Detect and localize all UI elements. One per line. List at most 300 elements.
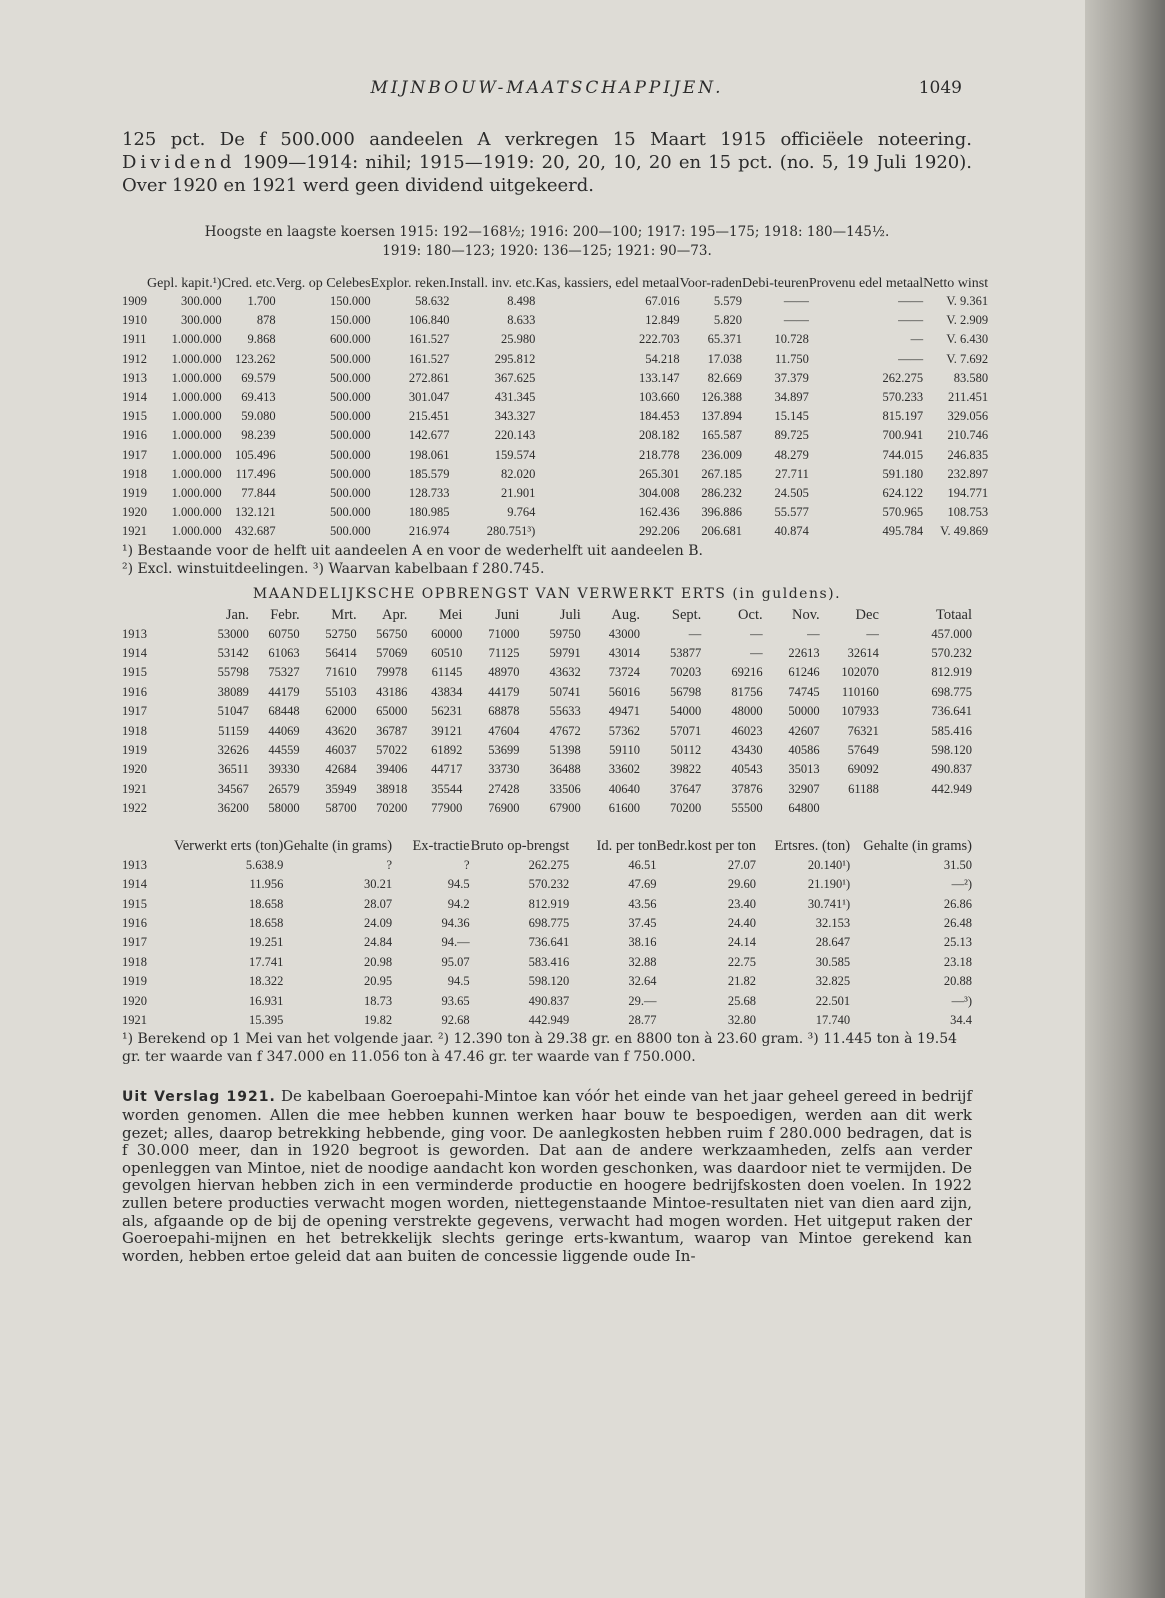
balance-value-cell: V. 7.692 — [946, 351, 989, 366]
balance-header-cell: Verg. op Celebes — [275, 276, 371, 291]
ore-value-cell: 20.140¹) — [807, 857, 851, 872]
ore-year-cell: 1916 — [122, 915, 147, 930]
balance-header-cell — [122, 275, 147, 292]
ore-value-cell: 30.21 — [363, 877, 393, 892]
balance-value-cell: 185.579 — [408, 466, 450, 481]
balance-value-cell: 815.197 — [882, 409, 924, 424]
ore-value-cell: 28.77 — [628, 1012, 657, 1027]
ore-value-cell: 47.69 — [628, 877, 657, 892]
balance-row — [122, 446, 988, 465]
ore-value-cell: 46.51 — [628, 857, 657, 872]
balance-year-cell: 1913 — [122, 370, 147, 385]
monthly-value-cell: 74745 — [788, 684, 820, 699]
monthly-year-cell: 1918 — [122, 723, 147, 738]
balance-value-cell: V. 49.869 — [940, 524, 989, 539]
monthly-value-cell: 32626 — [217, 743, 249, 758]
monthly-value-cell: 38918 — [376, 781, 408, 796]
ore-year-cell: 1921 — [122, 1012, 147, 1027]
monthly-value-cell: — — [807, 626, 820, 641]
monthly-row — [122, 683, 972, 702]
balance-row — [122, 388, 988, 407]
balance-value-cell: 123.262 — [234, 351, 276, 366]
balance-value-cell: 142.677 — [408, 428, 450, 443]
monthly-value-cell: 57362 — [608, 723, 640, 738]
ore-value-cell: 94.36 — [441, 915, 470, 930]
monthly-value-cell: 27428 — [488, 781, 520, 796]
monthly-value-cell: 36488 — [549, 762, 581, 777]
monthly-value-cell: 585.416 — [931, 723, 972, 738]
monthly-value-cell: 43632 — [549, 665, 581, 680]
monthly-value-cell: 35949 — [325, 781, 357, 796]
report-heading: Uit Verslag 1921. — [122, 1089, 276, 1106]
monthly-table-caption: MAANDELIJKSCHE OPBRENGST VAN VERWERKT ERTS (in guldens). — [252, 585, 842, 602]
balance-footnote-1: ¹) Bestaande voor de helft uit aandeelen A en voor de wederhelft uit aandeelen B. — [122, 542, 703, 559]
monthly-value-cell: 56016 — [608, 684, 640, 699]
balance-header-cell: Gepl. kapit.¹) — [147, 276, 222, 291]
monthly-header-cell: Oct. — [738, 606, 763, 623]
balance-value-cell: 162.436 — [638, 505, 680, 520]
ore-value-cell: 19.82 — [363, 1012, 393, 1027]
balance-value-cell: 236.009 — [701, 447, 743, 462]
balance-value-cell: 591.180 — [882, 466, 924, 481]
ore-value-cell: 17.740 — [815, 1012, 851, 1027]
ore-header-cell: Bedr.kost per ton — [656, 837, 757, 854]
balance-value-cell: 570.965 — [882, 505, 924, 520]
monthly-value-cell: 67900 — [549, 801, 581, 816]
monthly-value-cell: 44559 — [268, 743, 300, 758]
monthly-value-cell: 26579 — [268, 781, 300, 796]
monthly-value-cell: 47672 — [549, 723, 581, 738]
balance-value-cell: 211.451 — [947, 390, 989, 405]
ore-value-cell: 43.56 — [628, 896, 657, 911]
balance-row — [122, 522, 988, 541]
ore-header-cell: Id. per ton — [596, 837, 657, 854]
ore-header-cell: Gehalte (in grams) — [283, 837, 393, 854]
balance-year-cell: 1912 — [122, 351, 147, 366]
monthly-value-cell: 59791 — [549, 646, 581, 661]
balance-header-cell: Voor-raden — [679, 276, 743, 291]
balance-value-cell: 133.147 — [638, 370, 680, 385]
balance-row — [122, 311, 988, 330]
balance-value-cell: 25.980 — [500, 332, 536, 347]
monthly-year-cell: 1920 — [122, 762, 147, 777]
balance-year-cell: 1915 — [122, 409, 147, 424]
balance-value-cell: 5.820 — [713, 313, 743, 328]
balance-value-cell: —— — [783, 294, 809, 308]
balance-value-cell: 495.784 — [882, 524, 924, 539]
balance-value-cell: 21.901 — [500, 486, 536, 501]
balance-value-cell: 1.000.000 — [171, 332, 222, 347]
ore-value-cell: 94.5 — [447, 877, 470, 892]
balance-value-cell: 77.844 — [241, 486, 276, 501]
ore-row — [122, 1011, 972, 1030]
ore-value-cell: 18.322 — [249, 974, 284, 989]
balance-value-cell: 500.000 — [329, 447, 371, 462]
monthly-header-cell: Mei — [439, 606, 463, 623]
monthly-row — [122, 644, 972, 663]
balance-value-cell: 343.327 — [494, 409, 536, 424]
balance-value-cell: 165.587 — [701, 428, 743, 443]
ore-value-cell: 20.98 — [363, 954, 393, 969]
ore-value-cell: 24.84 — [363, 935, 393, 950]
balance-value-cell: 265.301 — [638, 466, 680, 481]
monthly-value-cell: 43430 — [731, 743, 763, 758]
monthly-value-cell: 442.949 — [931, 781, 972, 796]
ore-row — [122, 914, 972, 933]
ore-value-cell: 22.75 — [727, 954, 757, 969]
monthly-yield-table — [122, 606, 972, 819]
balance-value-cell: 69.579 — [241, 370, 276, 385]
monthly-value-cell: 40543 — [731, 762, 763, 777]
ore-value-cell: 18.658 — [249, 915, 284, 930]
monthly-value-cell: 62000 — [325, 704, 357, 719]
monthly-value-cell: 32614 — [847, 646, 879, 661]
balance-header-cell: Provenu edel metaal — [808, 276, 924, 291]
monthly-value-cell: 42607 — [788, 723, 820, 738]
ore-value-cell: 25.68 — [727, 993, 757, 1008]
monthly-value-cell — [820, 799, 879, 818]
ore-row — [122, 992, 972, 1011]
ore-value-cell: 736.641 — [528, 935, 570, 950]
balance-value-cell: 10.728 — [774, 332, 809, 347]
balance-value-cell: 128.733 — [408, 486, 450, 501]
monthly-row — [122, 741, 972, 760]
balance-value-cell: 55.577 — [774, 505, 809, 520]
monthly-value-cell: 40586 — [788, 743, 820, 758]
balance-value-cell: 1.000.000 — [171, 390, 222, 405]
ore-value-cell: 24.09 — [363, 915, 393, 930]
balance-value-cell: 267.185 — [701, 466, 743, 481]
balance-value-cell: 1.700 — [247, 294, 276, 308]
balance-value-cell: 396.886 — [701, 505, 743, 520]
monthly-year-cell: 1921 — [122, 781, 147, 796]
price-range-line-2: 1919: 180—123; 1920: 136—125; 1921: 90—73. — [382, 243, 712, 259]
ore-value-cell: 32.825 — [815, 974, 851, 989]
balance-value-cell: 58.632 — [415, 294, 450, 308]
ore-value-cell: 20.88 — [943, 974, 972, 989]
balance-header-cell: Install. inv. etc. — [449, 276, 536, 291]
monthly-value-cell: 55500 — [731, 801, 763, 816]
monthly-value-cell: 33506 — [549, 781, 581, 796]
monthly-value-cell: 79978 — [376, 665, 408, 680]
monthly-value-cell: 43620 — [325, 723, 357, 738]
balance-year-cell: 1916 — [122, 428, 147, 443]
ore-processing-table — [122, 837, 972, 1031]
monthly-header-cell: Apr. — [382, 606, 408, 623]
ore-value-cell: 94.5 — [447, 974, 470, 989]
monthly-value-cell: 57071 — [670, 723, 702, 738]
intro-text-2: 1909—1914: nihil; 1915—1919: 20, 20, 10, 20 en 15 pct. (no. 5, 19 Juli 1920). Over 1920 en 1921 werd geen dividend uitgekeerd. — [122, 152, 972, 196]
monthly-header-cell: Mrt. — [331, 606, 357, 623]
monthly-value-cell: 70203 — [670, 665, 702, 680]
balance-value-cell: 103.660 — [638, 390, 680, 405]
ore-value-cell: 5.638.9 — [245, 857, 284, 872]
monthly-row — [122, 799, 972, 818]
balance-footnote-2: ²) Excl. winstuitdeelingen. ³) Waarvan kabelbaan f 280.745. — [122, 560, 545, 577]
balance-value-cell: 500.000 — [329, 351, 371, 366]
monthly-value-cell: 34567 — [217, 781, 249, 796]
monthly-year-cell: 1913 — [122, 626, 147, 641]
monthly-value-cell: 43834 — [431, 684, 463, 699]
ore-value-cell: 812.919 — [528, 896, 570, 911]
ore-value-cell: 38.16 — [628, 935, 657, 950]
balance-value-cell: 5.579 — [713, 294, 743, 308]
balance-value-cell: 292.206 — [638, 524, 680, 539]
monthly-value-cell: 49471 — [608, 704, 640, 719]
balance-value-cell: 286.232 — [701, 486, 743, 501]
monthly-year-cell: 1917 — [122, 704, 147, 719]
balance-value-cell: 180.985 — [408, 505, 450, 520]
ore-value-cell: 583.416 — [528, 954, 570, 969]
ore-value-cell: 34.4 — [950, 1012, 972, 1027]
balance-value-cell: 198.061 — [408, 447, 450, 462]
balance-value-cell: 300.000 — [180, 313, 222, 328]
ore-value-cell: 21.82 — [727, 974, 757, 989]
balance-year-cell: 1909 — [122, 294, 147, 308]
ore-row — [122, 856, 972, 875]
ore-value-cell: 698.775 — [528, 915, 570, 930]
monthly-value-cell: 457.000 — [931, 626, 972, 641]
balance-header-cell: Kas, kassiers, edel metaal — [535, 276, 680, 291]
ore-value-cell: 32.153 — [815, 915, 851, 930]
monthly-value-cell: 61145 — [431, 665, 463, 680]
monthly-value-cell: — — [750, 626, 763, 641]
ore-value-cell: 29.— — [628, 993, 657, 1008]
monthly-header-cell: Jan. — [225, 606, 249, 623]
balance-table — [122, 275, 988, 542]
monthly-value-cell: 102070 — [841, 665, 879, 680]
ore-value-cell: 598.120 — [528, 974, 570, 989]
monthly-value-cell: 69216 — [731, 665, 763, 680]
balance-value-cell: —— — [783, 313, 809, 328]
ore-value-cell: 18.73 — [363, 993, 393, 1008]
ore-value-cell: 26.86 — [943, 896, 972, 911]
monthly-value-cell: 65000 — [376, 704, 408, 719]
monthly-value-cell: 33602 — [608, 762, 640, 777]
balance-value-cell: 1.000.000 — [171, 370, 222, 385]
balance-value-cell: 431.345 — [494, 390, 536, 405]
balance-value-cell: 246.835 — [947, 447, 989, 462]
balance-value-cell: 432.687 — [234, 524, 276, 539]
monthly-year-cell: 1916 — [122, 684, 147, 699]
ore-year-cell: 1920 — [122, 993, 147, 1008]
book-spine-shadow — [1085, 0, 1165, 1598]
monthly-value-cell: 68878 — [488, 704, 520, 719]
ore-value-cell: 94.2 — [447, 896, 470, 911]
ore-value-cell: 25.13 — [943, 935, 972, 950]
balance-value-cell: 194.771 — [947, 486, 989, 501]
balance-value-cell: 65.371 — [707, 332, 743, 347]
balance-value-cell: 744.015 — [882, 447, 924, 462]
monthly-header-cell: Nov. — [792, 606, 820, 623]
price-range-line-1: Hoogste en laagste koersen 1915: 192—168½; 1916: 200—100; 1917: 195—175; 1918: 180—145½. — [204, 224, 890, 240]
ore-value-cell: 28.647 — [815, 935, 851, 950]
balance-value-cell: 500.000 — [329, 505, 371, 520]
monthly-value-cell: 812.919 — [931, 665, 972, 680]
monthly-value-cell: 43000 — [608, 626, 640, 641]
monthly-value-cell: 52750 — [325, 626, 357, 641]
balance-value-cell: 69.413 — [241, 390, 276, 405]
balance-value-cell: 232.897 — [947, 466, 989, 481]
ore-year-cell: 1917 — [122, 935, 147, 950]
monthly-value-cell: 36200 — [217, 801, 249, 816]
balance-row — [122, 407, 988, 426]
ore-value-cell: 27.07 — [727, 857, 757, 872]
balance-value-cell: 500.000 — [329, 486, 371, 501]
balance-value-cell: 8.498 — [507, 294, 536, 308]
balance-value-cell: 150.000 — [329, 313, 371, 328]
monthly-row — [122, 780, 972, 799]
balance-year-cell: 1920 — [122, 505, 147, 520]
ore-value-cell: 18.658 — [249, 896, 284, 911]
ore-row — [122, 972, 972, 991]
ore-header-cell — [122, 837, 174, 856]
balance-value-cell: 132.121 — [234, 505, 276, 520]
balance-value-cell: 272.861 — [408, 370, 450, 385]
monthly-value-cell: 50741 — [549, 684, 581, 699]
balance-value-cell: 8.633 — [507, 313, 536, 328]
balance-value-cell: 624.122 — [882, 486, 924, 501]
ore-value-cell: 28.07 — [363, 896, 393, 911]
monthly-value-cell: 76321 — [847, 723, 879, 738]
balance-value-cell: 15.145 — [774, 409, 809, 424]
balance-value-cell: 500.000 — [329, 466, 371, 481]
balance-value-cell: 82.669 — [707, 370, 743, 385]
monthly-value-cell: 39121 — [431, 723, 463, 738]
monthly-value-cell: 53142 — [217, 646, 249, 661]
monthly-value-cell: 48970 — [488, 665, 520, 680]
monthly-value-cell: 61063 — [268, 646, 300, 661]
monthly-value-cell: 44069 — [268, 723, 300, 738]
balance-value-cell: 11.750 — [774, 351, 809, 366]
monthly-value-cell: 71125 — [488, 646, 520, 661]
ore-value-cell: 93.65 — [441, 993, 470, 1008]
balance-value-cell: 1.000.000 — [171, 524, 222, 539]
balance-value-cell: 34.897 — [774, 390, 809, 405]
page-title: MIJNBOUW-MAATSCHAPPIJEN. — [370, 78, 724, 98]
balance-year-cell: 1911 — [122, 332, 147, 347]
monthly-value-cell: 57022 — [376, 743, 408, 758]
balance-value-cell: 40.874 — [774, 524, 809, 539]
monthly-value-cell: 61600 — [608, 801, 640, 816]
monthly-value-cell: 107933 — [841, 704, 879, 719]
monthly-value-cell: 76900 — [488, 801, 520, 816]
balance-value-cell: 161.527 — [408, 351, 450, 366]
monthly-value-cell: 56798 — [670, 684, 702, 699]
balance-value-cell: 208.182 — [638, 428, 680, 443]
monthly-value-cell: 71610 — [325, 665, 357, 680]
balance-row — [122, 465, 988, 484]
monthly-value-cell: 57069 — [376, 646, 408, 661]
balance-year-cell: 1921 — [122, 524, 147, 539]
balance-value-cell: 54.218 — [645, 351, 680, 366]
balance-value-cell: 1.000.000 — [171, 447, 222, 462]
balance-value-cell: 1.000.000 — [171, 428, 222, 443]
balance-value-cell: 220.143 — [494, 428, 536, 443]
monthly-header-cell: Febr. — [270, 606, 300, 623]
monthly-value-cell: 33730 — [488, 762, 520, 777]
page-content — [122, 70, 989, 1265]
balance-year-cell: 1914 — [122, 390, 147, 405]
monthly-value-cell: 55103 — [325, 684, 357, 699]
ore-value-cell: —³) — [951, 993, 972, 1008]
balance-value-cell: 117.496 — [235, 466, 276, 481]
balance-header-cell: Explor. reken. — [370, 276, 450, 291]
ore-row — [122, 875, 972, 894]
monthly-value-cell: 53699 — [488, 743, 520, 758]
monthly-value-cell: 56231 — [431, 704, 463, 719]
ore-value-cell: 37.45 — [628, 915, 657, 930]
monthly-header-cell: Juni — [495, 606, 520, 623]
ore-header-cell: Gehalte (in grams) — [863, 837, 972, 854]
balance-header-cell: Debi-teuren — [742, 276, 809, 291]
ore-year-cell: 1914 — [122, 877, 147, 892]
balance-value-cell: 304.008 — [638, 486, 680, 501]
monthly-value-cell: 43014 — [608, 646, 640, 661]
monthly-year-cell: 1914 — [122, 646, 147, 661]
balance-row — [122, 484, 988, 503]
monthly-value-cell: 54000 — [670, 704, 702, 719]
running-header — [122, 70, 972, 104]
monthly-value-cell: 46037 — [325, 743, 357, 758]
monthly-value-cell: 59750 — [549, 626, 581, 641]
balance-row — [122, 330, 988, 349]
monthly-value-cell: 64800 — [788, 801, 820, 816]
intro-paragraph — [122, 128, 972, 197]
ore-year-cell: 1915 — [122, 896, 147, 911]
monthly-value-cell: 59110 — [609, 743, 640, 758]
ore-year-cell: 1919 — [122, 974, 147, 989]
balance-value-cell: 98.239 — [241, 428, 276, 443]
monthly-value-cell: 50000 — [788, 704, 820, 719]
balance-value-cell: 295.812 — [494, 351, 536, 366]
balance-value-cell: 12.849 — [645, 313, 680, 328]
ore-value-cell: 570.232 — [528, 877, 570, 892]
monthly-value-cell: 36511 — [218, 762, 249, 777]
ore-value-cell: 31.50 — [943, 857, 972, 872]
monthly-header-cell: Sept. — [671, 606, 702, 623]
balance-row — [122, 292, 988, 311]
balance-year-cell: 1918 — [122, 466, 147, 481]
ore-value-cell: 23.18 — [943, 954, 972, 969]
balance-value-cell: 500.000 — [329, 524, 371, 539]
ore-value-cell: 94.— — [441, 935, 470, 950]
ore-year-cell: 1918 — [122, 954, 147, 969]
balance-value-cell: 700.941 — [882, 428, 924, 443]
balance-value-cell: 500.000 — [329, 409, 371, 424]
monthly-value-cell: 70200 — [670, 801, 702, 816]
monthly-row — [122, 625, 972, 644]
monthly-value-cell: 68448 — [268, 704, 300, 719]
balance-value-cell: 210.746 — [947, 428, 989, 443]
monthly-header-cell — [122, 606, 181, 625]
monthly-value-cell: 36787 — [376, 723, 408, 738]
balance-value-cell: 137.894 — [701, 409, 743, 424]
monthly-value-cell: 57649 — [847, 743, 879, 758]
monthly-value-cell: 61892 — [431, 743, 463, 758]
ore-row — [122, 895, 972, 914]
balance-value-cell: V. 9.361 — [946, 294, 989, 308]
monthly-value-cell: 44717 — [431, 762, 463, 777]
balance-value-cell: 1.000.000 — [171, 409, 222, 424]
balance-row — [122, 503, 988, 522]
monthly-year-cell: 1919 — [122, 743, 147, 758]
monthly-header-cell: Dec — [855, 606, 879, 623]
monthly-value-cell: 37647 — [670, 781, 702, 796]
monthly-value-cell: 77900 — [431, 801, 463, 816]
ore-value-cell: 17.741 — [249, 954, 284, 969]
ore-value-cell: 19.251 — [249, 935, 284, 950]
